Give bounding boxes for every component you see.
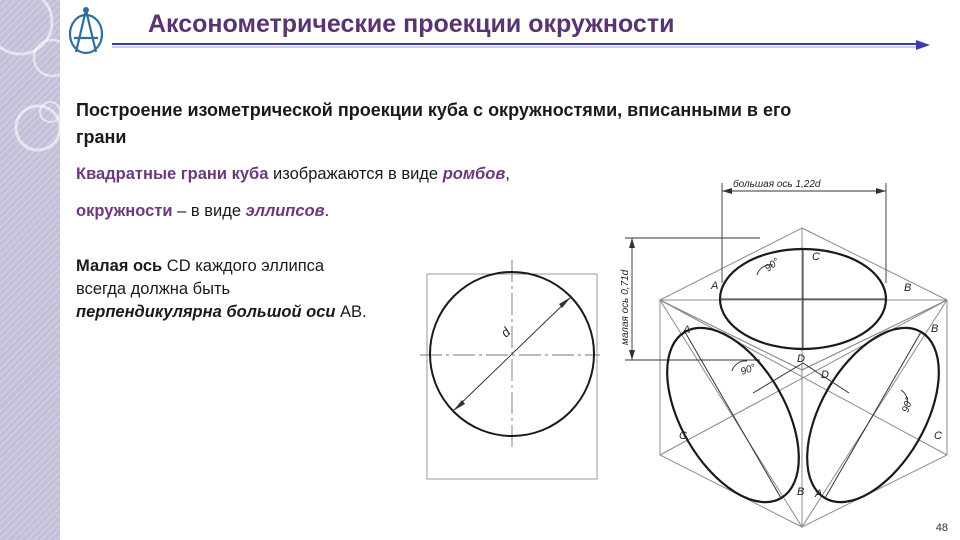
point-label-c: C <box>679 430 687 442</box>
point-label-a: A <box>815 488 823 500</box>
point-label-b: B <box>904 282 912 294</box>
section-heading: Построение изометрической проекции куба с окружностями, вписанными в его грани <box>76 100 792 147</box>
term-circles: окружности <box>76 202 173 220</box>
text-fragment: – в виде <box>172 202 246 220</box>
diameter-label: d <box>497 324 514 341</box>
point-label-c: C <box>934 430 942 442</box>
sidebar-decoration <box>0 0 60 540</box>
text-line-1 <box>76 165 510 184</box>
title-underline <box>112 40 932 50</box>
term-square-faces: Квадратные грани куба <box>76 165 269 183</box>
major-axis-label: большая ось 1,22d <box>733 179 821 190</box>
term-minor-axis: Малая ось <box>76 257 163 275</box>
term-perpendicular: перпендикулярна большой оси <box>76 303 336 321</box>
text-fragment: , <box>505 165 510 183</box>
point-label-a: A <box>711 280 719 292</box>
point-label-c: C <box>812 251 820 263</box>
compass-icon <box>64 4 108 58</box>
slide-title: Аксонометрические проекции окружности <box>148 10 675 38</box>
page-number: 48 <box>935 522 948 534</box>
isometric-cube-figure <box>605 165 960 537</box>
point-label-d: D <box>821 369 829 381</box>
point-label-b: B <box>797 486 805 498</box>
point-label-a: A <box>683 324 691 336</box>
term-rhombs: ромбов <box>442 165 506 183</box>
text-fragment: изображаются в виде <box>268 165 443 183</box>
angle-label: 90° <box>900 396 916 414</box>
text-fragment: CD каждого эллипса всегда должна быть <box>76 257 325 298</box>
arrow-head <box>559 297 571 308</box>
minor-axis-label: малая ось 0,71d <box>620 269 631 345</box>
text-fragment: . <box>324 202 330 220</box>
ellipse-right <box>780 306 960 524</box>
point-label-d: D <box>797 353 805 365</box>
point-label-b: B <box>931 323 939 335</box>
text-fragment: АВ. <box>335 303 367 321</box>
angle-label: 90° <box>763 256 782 275</box>
angle-label: 90° <box>739 362 758 378</box>
text-line-2 <box>76 202 329 221</box>
circle-figure <box>400 250 610 490</box>
term-ellipses: эллипсов <box>245 202 325 220</box>
minor-axis-note <box>76 255 376 324</box>
arrow-head <box>453 400 465 411</box>
sidebar-circles <box>0 0 60 540</box>
